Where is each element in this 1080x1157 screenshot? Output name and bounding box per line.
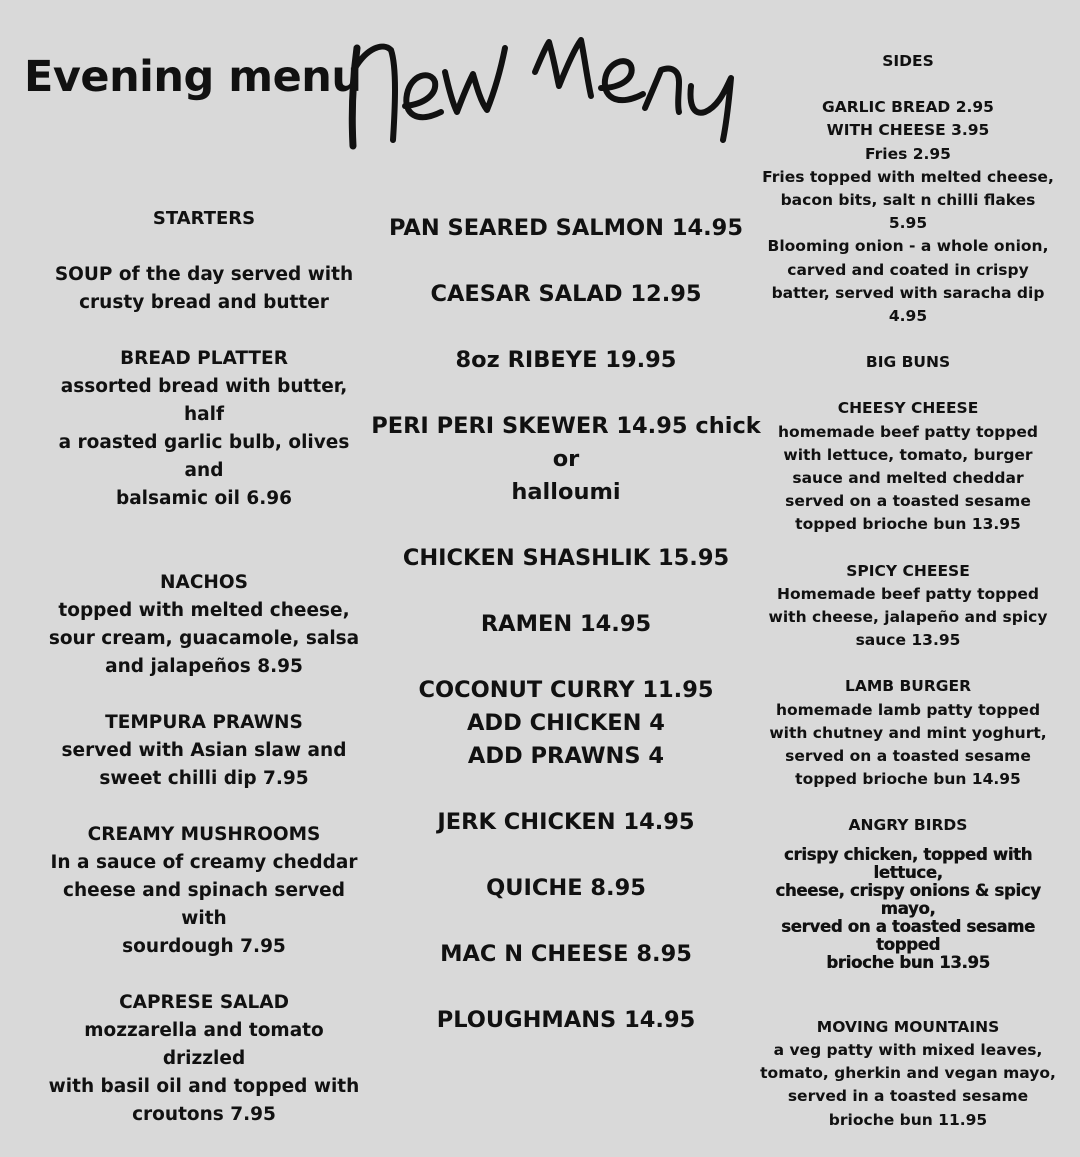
starter-line: TEMPURA PRAWNS <box>105 712 303 733</box>
bun-line: homemade lamb patty topped <box>775 700 1041 719</box>
main-line: PAN SEARED SALMON 14.95 <box>388 215 743 241</box>
main-line: 8oz RIBEYE 19.95 <box>455 347 677 373</box>
bun-line: MOVING MOUNTAINS <box>816 1017 1000 1036</box>
side-line: carved and coated in crispy <box>787 260 1029 279</box>
bun-line: with cheese, jalapeño and spicy <box>768 608 1048 627</box>
main-line: MAC N CHEESE 8.95 <box>440 941 692 967</box>
starter-line: a roasted garlic bulb, olives and <box>58 432 350 481</box>
bun-item <box>760 675 1056 791</box>
starter-line: SOUP of the day served with <box>54 264 354 285</box>
main-line: COCONUT CURRY 11.95 <box>418 677 714 703</box>
bun-item <box>760 560 1056 653</box>
starter-line: sour cream, guacamole, salsa <box>48 628 360 649</box>
new-menu-script-logo <box>345 8 745 158</box>
side-line: GARLIC BREAD 2.95 <box>822 98 994 117</box>
starter-line: In a sauce of creamy cheddar <box>50 852 358 873</box>
starter-line: cheese and spinach served with <box>63 880 345 929</box>
main-item <box>368 278 764 311</box>
bun-line: sauce and melted cheddar <box>792 469 1024 488</box>
bun-item <box>760 1016 1056 1132</box>
main-line: ADD PRAWNS 4 <box>467 743 665 769</box>
bun-line: a veg patty with mixed leaves, <box>773 1040 1043 1059</box>
side-line: Blooming onion - a whole onion, <box>767 237 1049 256</box>
main-line: JERK CHICKEN 14.95 <box>437 809 695 835</box>
bun-line: cheese, crispy onions & spicy mayo, <box>775 880 1041 918</box>
bun-line: SPICY CHEESE <box>846 561 970 580</box>
main-item <box>368 344 764 377</box>
starter-item <box>40 345 368 513</box>
bun-line: LAMB BURGER <box>844 677 972 696</box>
bun-line: served on a toasted sesame topped <box>781 916 1035 954</box>
bun-line: with lettuce, tomato, burger <box>783 445 1033 464</box>
starter-line: NACHOS <box>160 572 248 593</box>
starter-line: served with Asian slaw and <box>61 740 347 761</box>
main-item <box>368 806 764 839</box>
mains-section <box>368 212 764 1070</box>
bun-line: served on a toasted sesame <box>785 747 1031 766</box>
side-line: batter, served with saracha dip <box>771 283 1045 302</box>
big-buns-heading: BIG BUNS <box>865 353 951 372</box>
main-item <box>368 872 764 905</box>
starter-line: sweet chilli dip 7.95 <box>99 768 309 789</box>
bun-line: Homemade beef patty topped <box>777 584 1039 603</box>
bun-line: brioche bun 11.95 <box>828 1110 988 1129</box>
menu-title: Evening menu <box>24 52 362 102</box>
bun-line: served in a toasted sesame <box>787 1087 1029 1106</box>
main-item <box>368 212 764 245</box>
main-line: CHICKEN SHASHLIK 15.95 <box>402 545 730 571</box>
starter-line: CREAMY MUSHROOMS <box>87 824 321 845</box>
side-line: WITH CHEESE 3.95 <box>826 121 990 140</box>
bun-item <box>760 397 1056 536</box>
main-item <box>368 542 764 575</box>
main-line: RAMEN 14.95 <box>480 611 652 637</box>
starters-heading: STARTERS <box>152 208 256 229</box>
bun-line: served on a toasted sesame <box>785 492 1031 511</box>
side-line: 4.95 <box>888 307 928 326</box>
starter-item <box>40 709 368 793</box>
main-line: PERI PERI SKEWER 14.95 chick or <box>371 413 761 472</box>
starter-line: crusty bread and butter <box>79 292 329 313</box>
starter-item <box>40 261 368 317</box>
main-line: halloumi <box>511 479 621 505</box>
main-item <box>368 1004 764 1037</box>
starter-line: BREAD PLATTER <box>120 348 288 369</box>
starter-line: assorted bread with butter, half <box>60 376 348 425</box>
sides-heading: SIDES <box>882 52 934 70</box>
bun-line: topped brioche bun 13.95 <box>795 515 1021 534</box>
starter-line: sourdough 7.95 <box>122 936 286 957</box>
main-item <box>368 410 764 509</box>
bun-line: sauce 13.95 <box>855 631 961 650</box>
sides-list <box>760 96 1056 328</box>
starter-item <box>40 989 368 1129</box>
angry-birds-heading: ANGRY BIRDS <box>848 816 968 835</box>
side-line: bacon bits, salt n chilli flakes 5.95 <box>780 191 1036 233</box>
side-line: Fries topped with melted cheese, <box>762 167 1054 186</box>
bun-line: CHEESY CHEESE <box>837 399 979 418</box>
starter-item <box>40 569 368 681</box>
starter-line: croutons 7.95 <box>132 1104 276 1125</box>
starter-item <box>40 821 368 961</box>
main-line: QUICHE 8.95 <box>486 875 646 901</box>
starters-section <box>40 205 368 1157</box>
main-line: PLOUGHMANS 14.95 <box>436 1007 696 1033</box>
main-line: CAESAR SALAD 12.95 <box>430 281 702 307</box>
sides-and-buns-section <box>760 50 1056 1132</box>
starter-line: topped with melted cheese, <box>58 600 350 621</box>
bun-line: homemade beef patty topped <box>778 422 1038 441</box>
starter-line: with basil oil and topped with <box>48 1076 360 1097</box>
starter-line: mozzarella and tomato drizzled <box>84 1020 324 1069</box>
starter-line: and jalapeños 8.95 <box>105 656 303 677</box>
bun-line: topped brioche bun 14.95 <box>795 770 1021 789</box>
main-item <box>368 674 764 773</box>
bun-line: brioche bun 13.95 <box>826 952 990 972</box>
starter-line: balsamic oil 6.96 <box>115 488 293 509</box>
angry-birds-description <box>760 846 1056 972</box>
side-line: Fries 2.95 <box>865 144 951 163</box>
main-item <box>368 938 764 971</box>
bun-line: tomato, gherkin and vegan mayo, <box>760 1064 1056 1083</box>
main-line: ADD CHICKEN 4 <box>467 710 665 736</box>
starter-line: CAPRESE SALAD <box>119 992 289 1013</box>
bun-line: crispy chicken, topped with lettuce, <box>783 844 1033 882</box>
bun-line: with chutney and mint yoghurt, <box>769 723 1047 742</box>
main-item <box>368 608 764 641</box>
